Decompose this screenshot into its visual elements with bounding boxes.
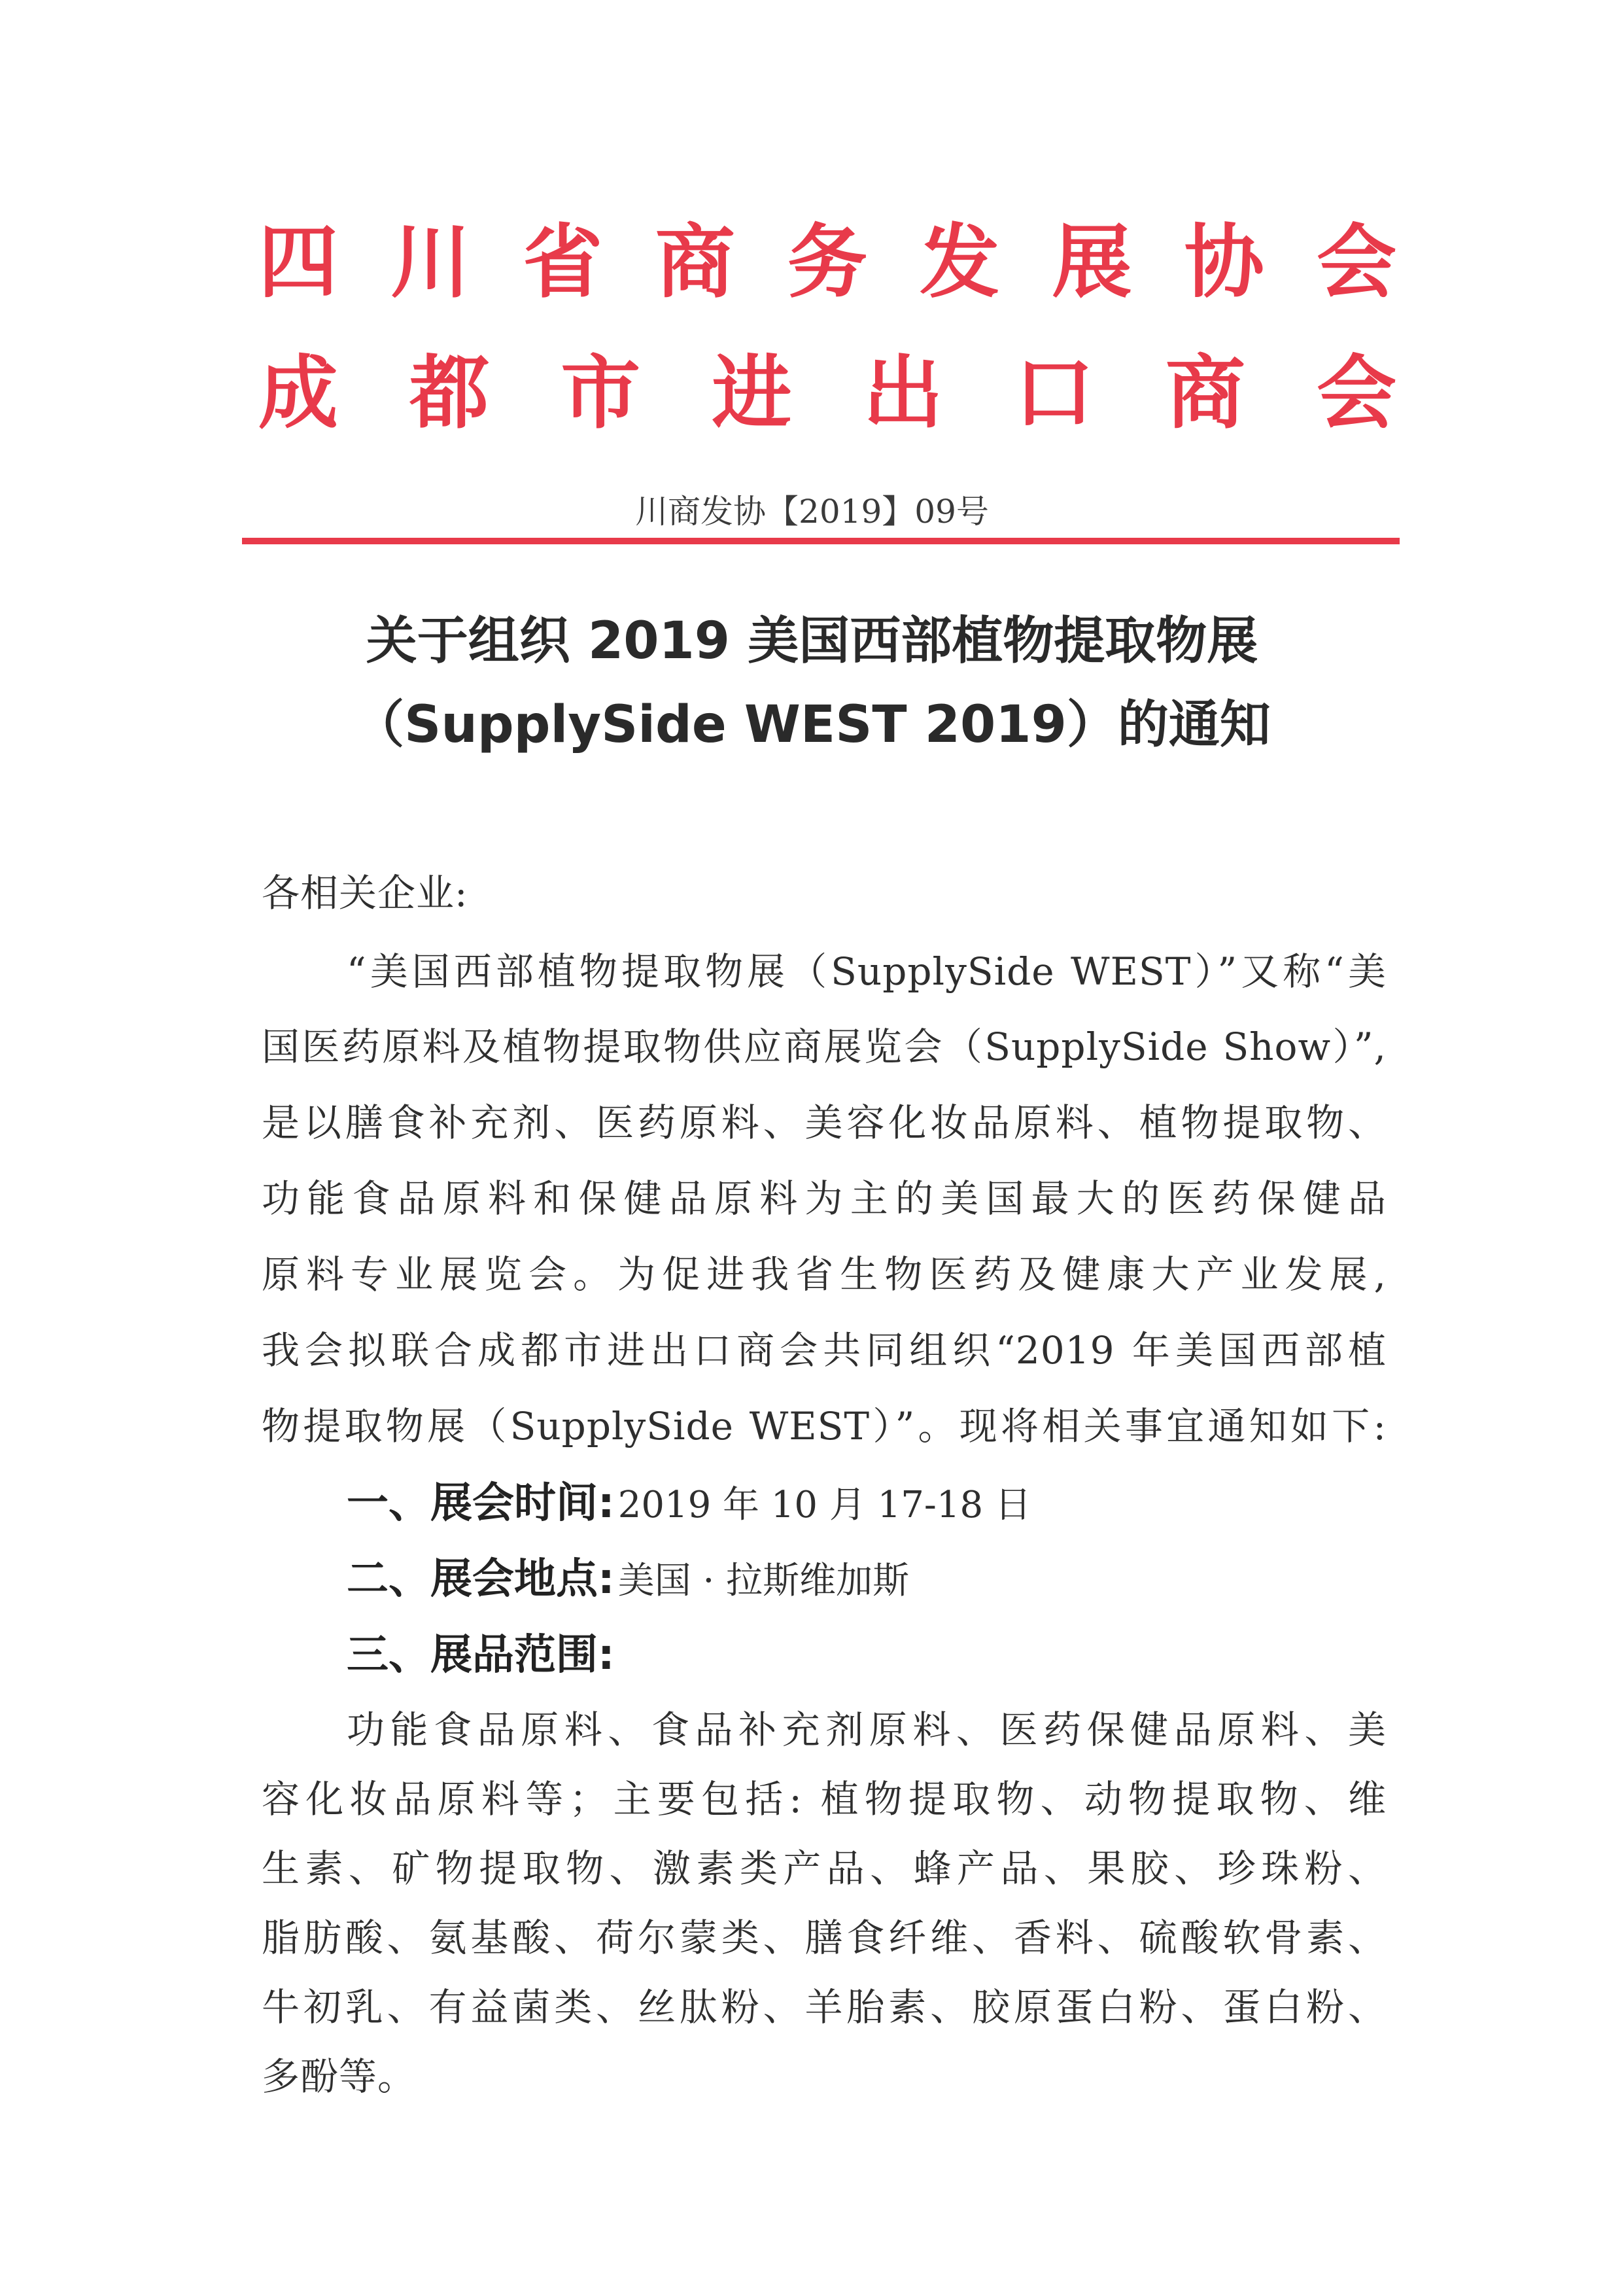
org-char: 协 — [1184, 216, 1264, 309]
org-char: 商 — [655, 216, 735, 309]
org-char: 四 — [258, 216, 338, 309]
paragraph-line: 生素、矿物提取物、激素类产品、蜂产品、果胶、珍珠粉、 — [262, 1846, 1387, 1891]
org-char: 市 — [561, 347, 641, 440]
exhibit-scope-row — [347, 1628, 615, 1693]
section-value: 美国 · 拉斯维加斯 — [617, 1560, 910, 1602]
notice-title-line-1: 关于组织 2019 美国西部植物提取物展 — [366, 612, 1258, 671]
paragraph-line: 功能食品原料、食品补充剂原料、医药保健品原料、美 — [347, 1708, 1387, 1752]
paragraph-line: 容化妆品原料等；主要包括: 植物提取物、动物提取物、维 — [262, 1777, 1387, 1821]
org-char: 都 — [409, 347, 490, 440]
section-heading: 三、展品范围: — [347, 1631, 615, 1679]
paragraph-line: 我会拟联合成都市进出口商会共同组织“2019 年美国西部植 — [262, 1328, 1387, 1373]
letterhead-divider — [242, 538, 1400, 544]
exhibition-time-row — [347, 1476, 1031, 1541]
org-char: 进 — [712, 347, 792, 440]
org-char: 成 — [258, 347, 338, 440]
org-char: 口 — [1014, 347, 1094, 440]
org-char: 出 — [863, 347, 943, 440]
paragraph-line: “美国西部植物提取物展（SupplySide WEST）”又称“美 — [347, 949, 1387, 994]
letterhead-org-line-2 — [258, 347, 1396, 440]
document-number: 川商发协【2019】09号 — [635, 493, 989, 531]
org-char: 会 — [1316, 347, 1396, 440]
section-value: 2019 年 10 月 17-18 日 — [617, 1484, 1031, 1526]
paragraph-line: 物提取物展（SupplySide WEST）”。现将相关事宜通知如下: — [262, 1404, 1387, 1448]
org-char: 省 — [523, 216, 603, 309]
org-char: 会 — [1317, 216, 1396, 309]
letterhead-org-line-1 — [258, 216, 1396, 309]
org-char: 展 — [1052, 216, 1132, 309]
org-char: 发 — [920, 216, 1000, 309]
exhibition-location-row — [347, 1552, 909, 1617]
section-heading: 二、展会地点: — [347, 1555, 615, 1603]
paragraph-line: 多酚等。 — [262, 2054, 417, 2099]
paragraph-line: 国医药原料及植物提取物供应商展览会（SupplySide Show）”, — [262, 1025, 1387, 1069]
paragraph-line: 原料专业展览会。为促进我省生物医药及健康大产业发展, — [262, 1252, 1387, 1297]
paragraph-line: 牛初乳、有益菌类、丝肽粉、羊胎素、胶原蛋白粉、蛋白粉、 — [262, 1985, 1387, 2029]
org-char: 川 — [390, 216, 471, 309]
org-char: 商 — [1165, 347, 1245, 440]
org-char: 务 — [787, 216, 867, 309]
section-heading: 一、展会时间: — [347, 1479, 615, 1528]
paragraph-line: 是以膳食补充剂、医药原料、美容化妆品原料、植物提取物、 — [262, 1100, 1387, 1145]
salutation: 各相关企业: — [262, 871, 468, 915]
paragraph-line: 脂肪酸、氨基酸、荷尔蒙类、膳食纤维、香料、硫酸软骨素、 — [262, 1916, 1387, 1960]
notice-title-line-2: （SupplySide WEST 2019）的通知 — [353, 695, 1271, 754]
paragraph-line: 功能食品原料和保健品原料为主的美国最大的医药保健品 — [262, 1176, 1387, 1221]
